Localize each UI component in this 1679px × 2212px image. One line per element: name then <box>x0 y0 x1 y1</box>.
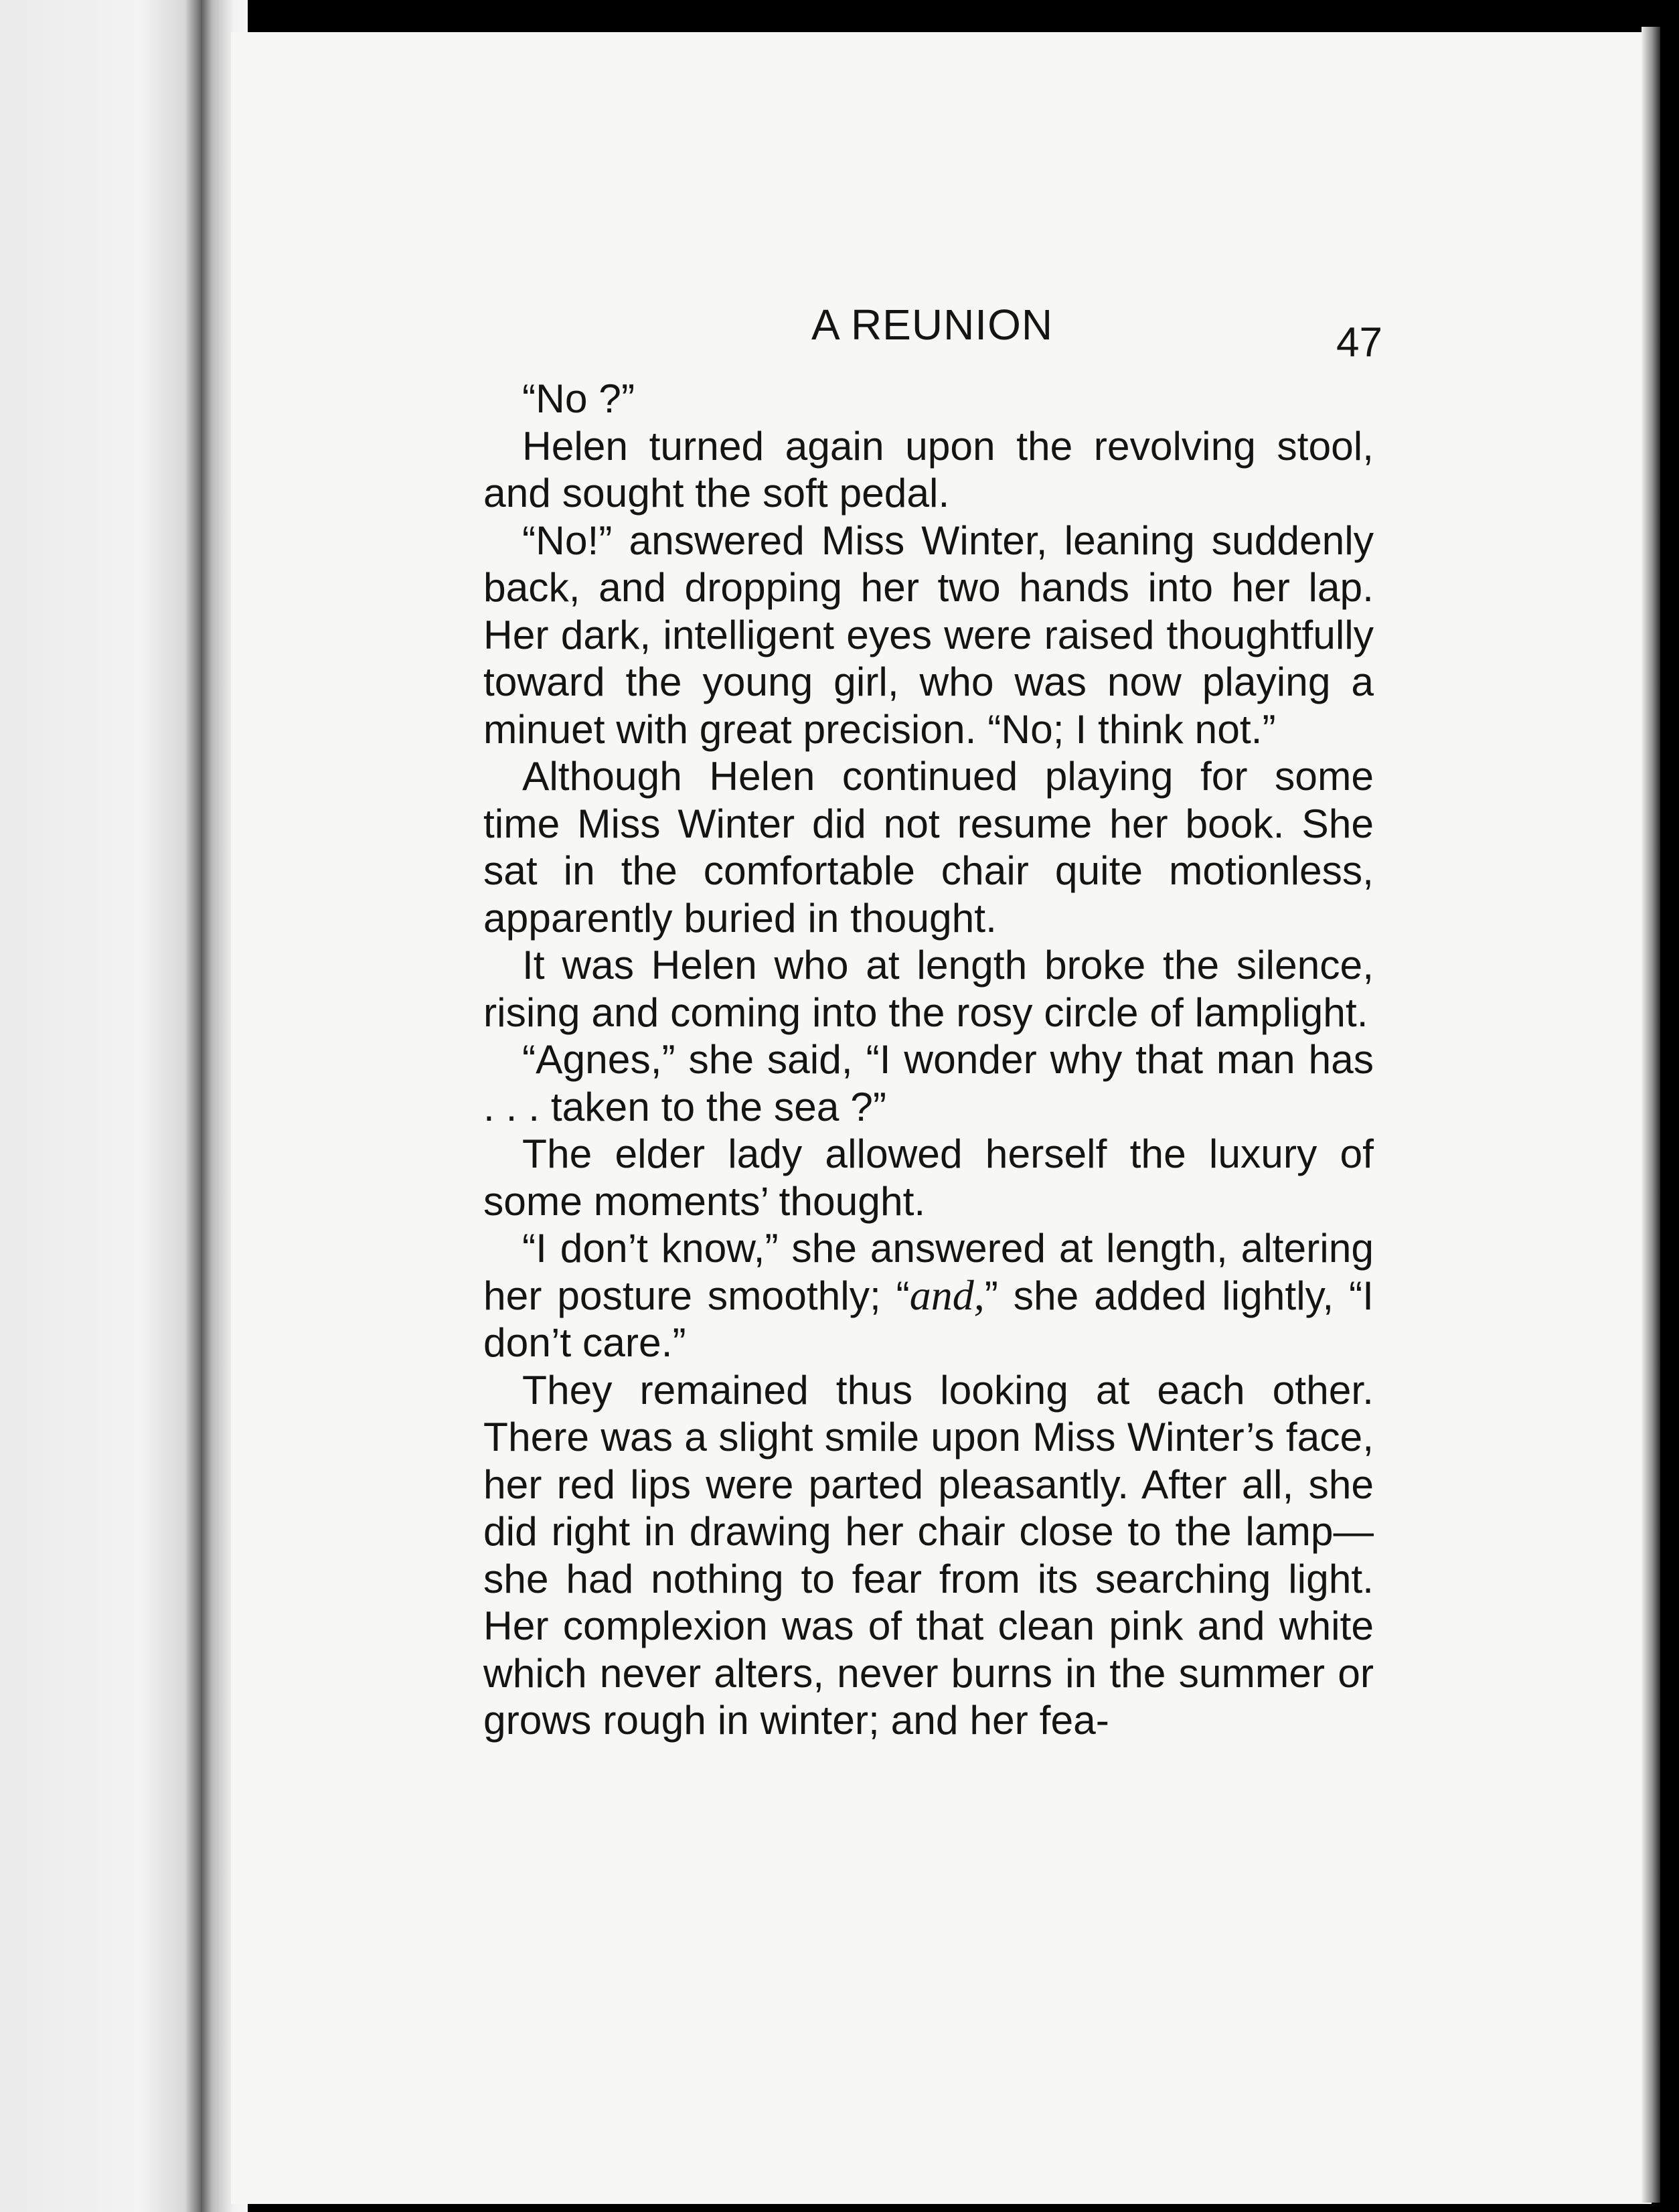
paragraph: “Agnes,” she said, “I wonder why that man has . . . taken to the sea ?” <box>483 1036 1374 1129</box>
running-head: A REUNION <box>811 301 1054 349</box>
paragraph: “No!” answered Miss Winter, leaning suddenly back, and dropping her two hands into her lap. Her dark, intelligent eyes were raised thoughtfully toward the young girl, who was now playing a minuet with great precision. “No; I think not.” <box>483 517 1374 752</box>
facing-page-margin <box>0 0 201 2212</box>
body-text <box>483 375 1374 1744</box>
paragraph: “No ?” <box>522 376 635 421</box>
page-number: 47 <box>1336 319 1382 366</box>
paragraph-text: ” she added lightly, “I don’t care.” <box>483 1272 1374 1365</box>
paragraph <box>483 1224 1374 1366</box>
paragraph: The elder lady allowed herself the luxury of some moments’ thought. <box>483 1131 1374 1224</box>
paragraph: It was Helen who at length broke the silence, rising and coming into the rosy circle of lamplight. <box>483 942 1374 1035</box>
italic-emphasis: and, <box>909 1271 985 1319</box>
paragraph: Although Helen continued playing for some time Miss Winter did not resume her book. She sat in the comfortable chair quite motionless, apparently buried in thought. <box>483 753 1374 941</box>
paragraph-text: “I don’t know,” she answered at length, altering her posture smoothly; “ <box>483 1225 1374 1318</box>
paragraph: They remained thus looking at each other. There was a slight smile upon Miss Winter’s face, her red lips were parted pleasantly. After all, she did right in drawing her chair close to the lamp—she had nothing to fear from its searching light. Her complexion was of that clean pink and white which never alters, never burns in the summer or grows rough in winter; and her fea- <box>483 1366 1374 1743</box>
page-edge-shadow <box>1642 27 1660 2203</box>
paragraph: Helen turned again upon the revolving stool, and sought the soft pedal. <box>483 422 1374 516</box>
